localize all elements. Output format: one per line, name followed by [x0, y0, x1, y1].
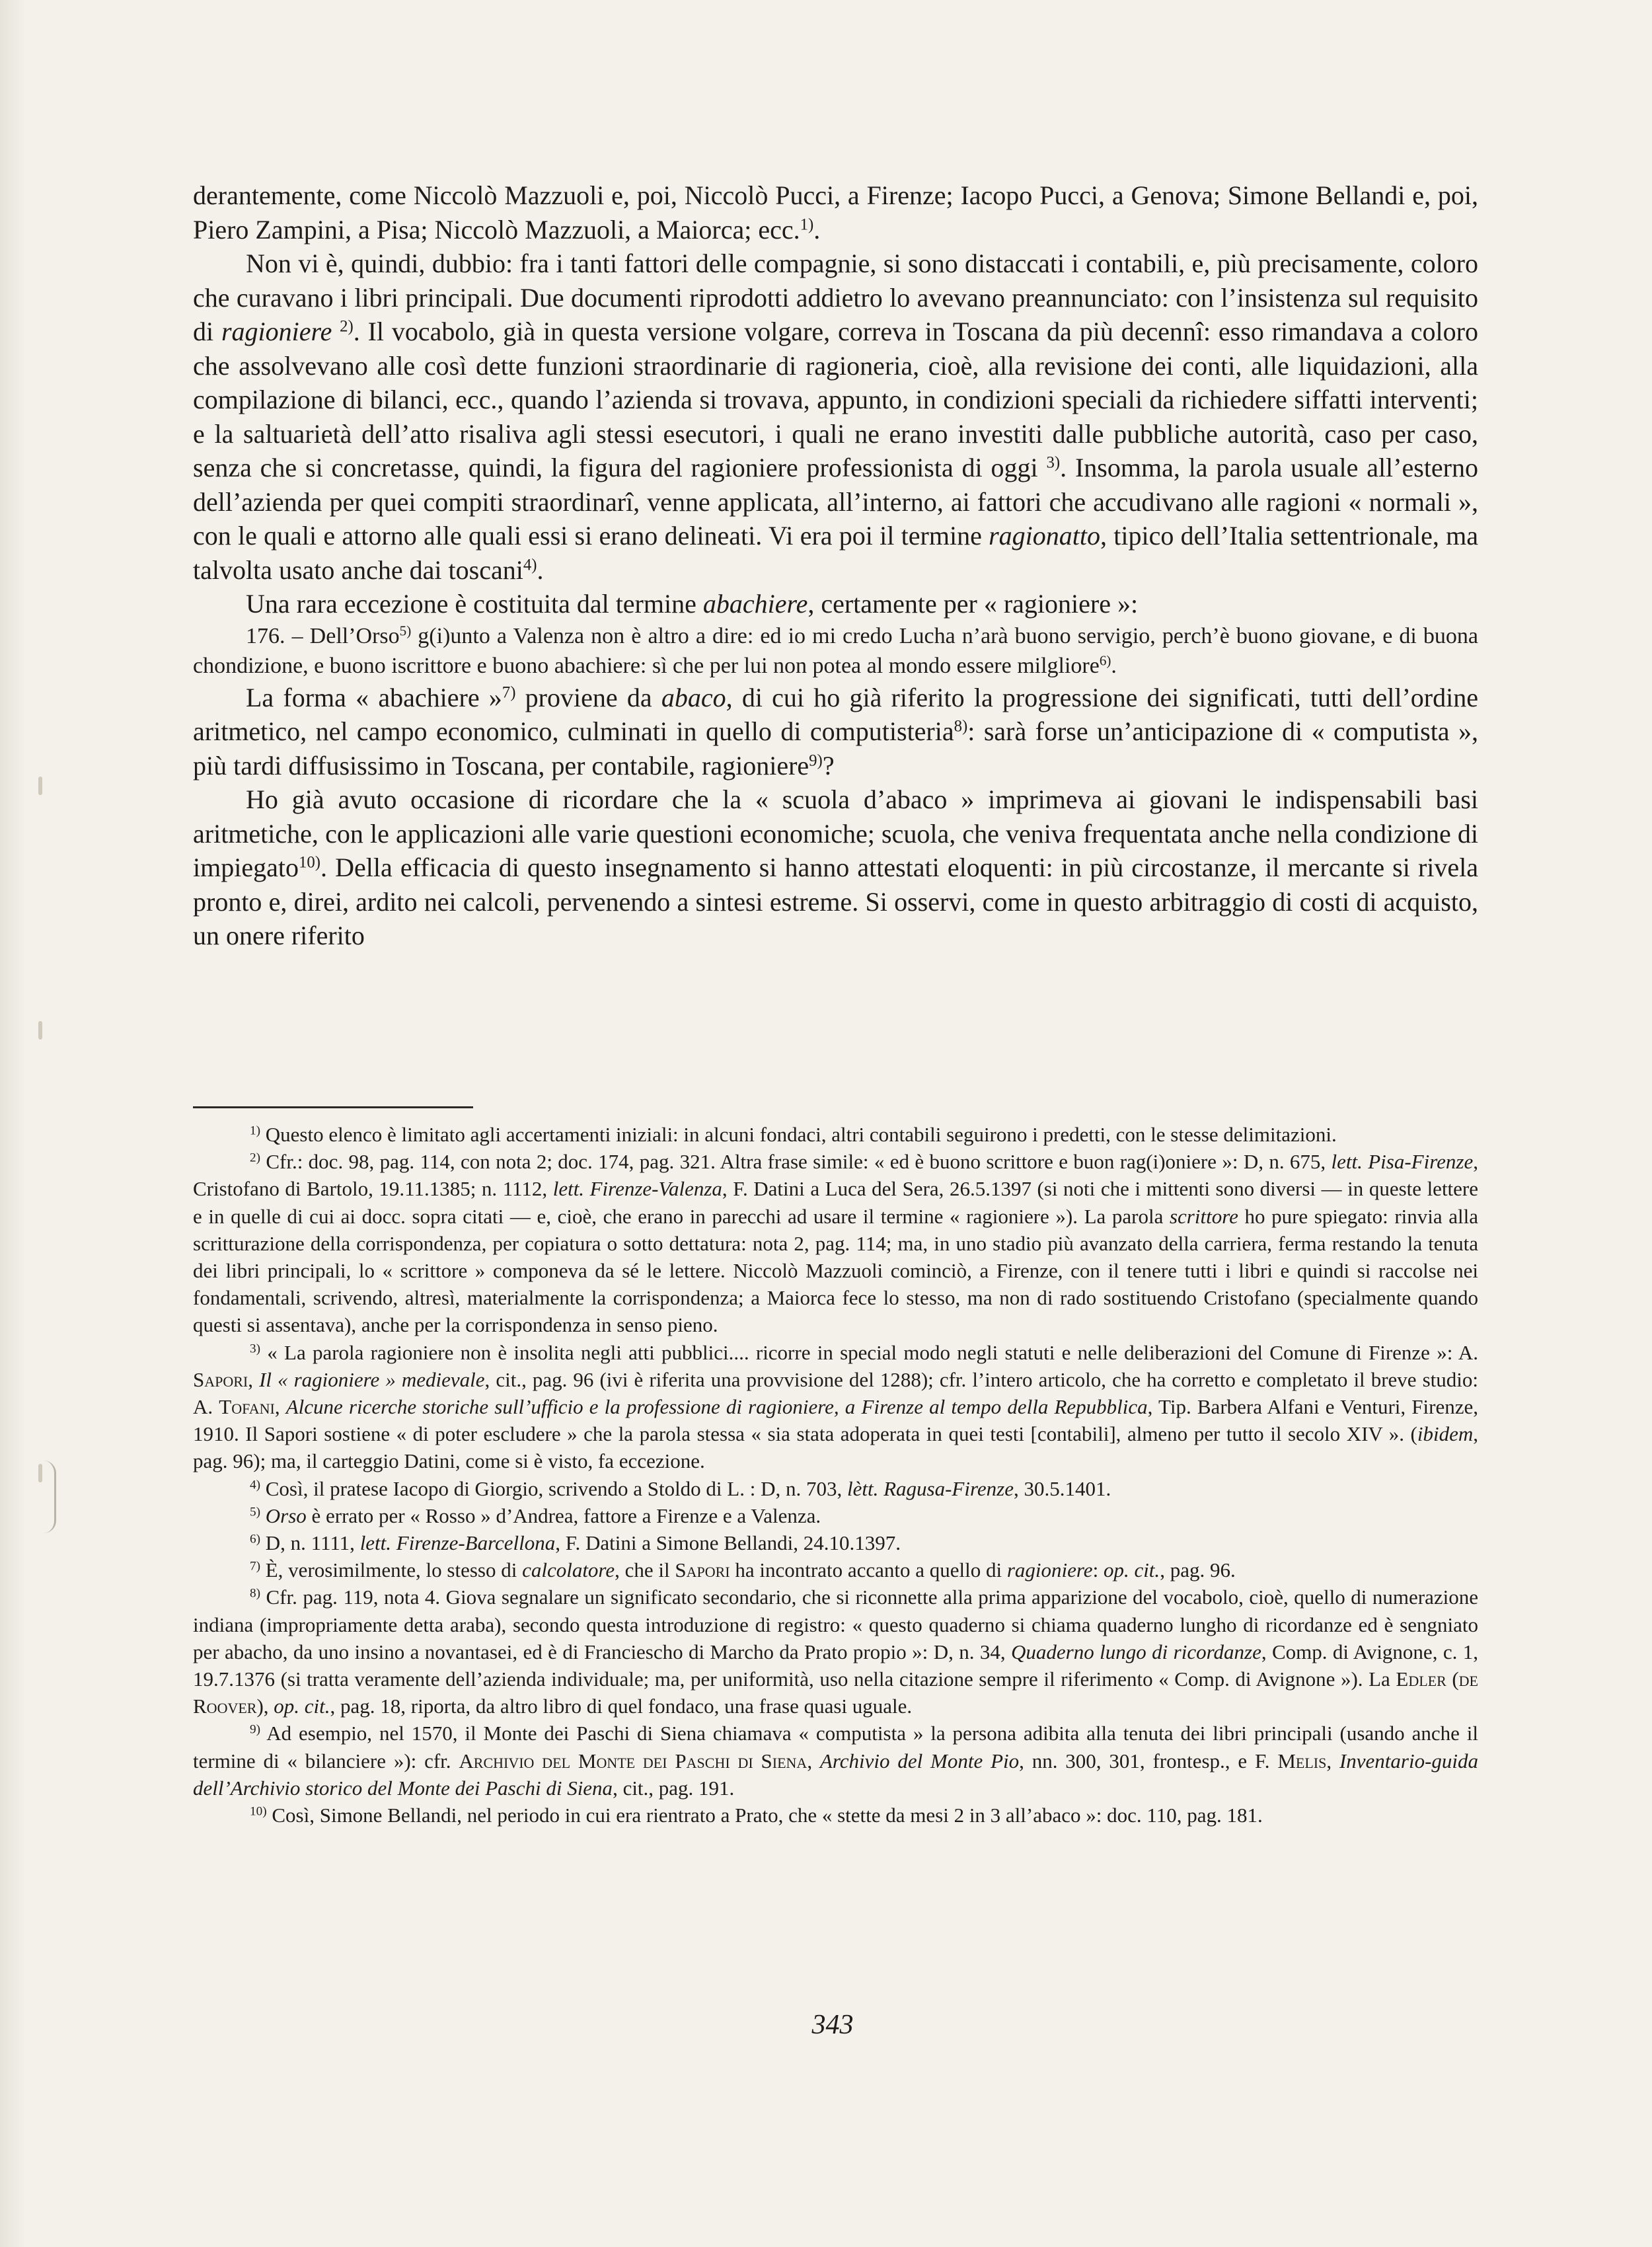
footnote-ref: 3)	[250, 1342, 260, 1356]
page-edge	[0, 0, 26, 2247]
paragraph	[193, 247, 1478, 587]
text-run: Così, il pratese Iacopo di Giorgio, scrivendo a Stoldo di L. : D, n. 703,	[260, 1476, 847, 1500]
text-run: ,	[248, 1367, 260, 1391]
paragraph	[193, 178, 1478, 247]
italic-run: op. cit.	[1103, 1558, 1160, 1582]
footnote-ref: 10)	[298, 853, 321, 872]
text-run: , Comp. di Avignone, c. 1, 19.7.1376 (si tratta veramente dell’azienda individuale; ma, per uniformità, uso nella citazione sempre il riferimento « Comp. di Avignone »). La	[193, 1640, 1478, 1691]
italic-run: op. cit.	[274, 1695, 330, 1718]
paragraph	[193, 681, 1478, 783]
italic-run: lett. Firenze-Barcellona	[359, 1531, 556, 1555]
text-run: , pag. 18, riporta, da altro libro di quel fondaco, una frase quasi uguale.	[330, 1695, 913, 1718]
italic-run: scrittore	[1169, 1204, 1238, 1228]
italic-run: Orso	[265, 1504, 307, 1527]
page-number: 343	[811, 2010, 854, 2040]
author-name: Sapori	[675, 1558, 730, 1582]
italic-run: ragioniere	[221, 317, 332, 346]
text-run: ,	[1326, 1749, 1339, 1772]
text-run: È, verosimilmente, lo stesso di	[260, 1558, 523, 1582]
footnote-5	[193, 1502, 1478, 1529]
text-run: , di cui ho già riferito la progressione dei significati, tutti dell’ordine aritmetico, nel campo economico, culminati in quello di computisteria	[193, 682, 1478, 746]
paragraph	[193, 587, 1478, 621]
italic-run: Il « ragioniere » medievale	[259, 1367, 485, 1391]
footnote-ref: 9)	[250, 1722, 260, 1737]
text-run: Così, Simone Bellandi, nel periodo in cui era rientrato a Prato, che « stette da mesi 2 in 3 all’abaco »: doc. 110, pag. 181.	[266, 1804, 1263, 1827]
footnote-ref: 4)	[250, 1478, 260, 1492]
text-run: ,	[807, 1749, 820, 1772]
text-run: Non vi è, quindi, dubbio: fra i tanti fattori delle compagnie, si sono distaccati i contabili, e, più precisamente, coloro che curavano i libri principali. Due documenti riprodotti addietro lo avevano preannunciato: con l’insistenza sul requisito di	[193, 248, 1478, 346]
footnote-3	[193, 1339, 1478, 1475]
italic-run: abaco	[661, 682, 726, 712]
footnote-ref: 7)	[502, 683, 516, 701]
page-edge-mark	[38, 1021, 42, 1040]
italic-run: lett. Firenze-Valenza	[552, 1177, 722, 1201]
footnote-separator	[193, 1106, 473, 1108]
footnote-ref: 6)	[1099, 652, 1111, 668]
text-run: .	[537, 554, 544, 585]
italic-run: ibidem	[1417, 1422, 1474, 1446]
footnote-4	[193, 1475, 1478, 1502]
text-run: g(i)unto a Valenza non è altro a dire: ed io mi credo Lucha n’arà buono servigio, perch’è buono giovane, e di buona chondizione, e buono iscrittore e buono abachiere: sì che per lui non potea al mondo essere milgliore	[193, 623, 1479, 678]
footnote-6	[193, 1529, 1478, 1556]
footnote-ref: 7)	[250, 1559, 260, 1574]
footnote-10	[193, 1802, 1478, 1829]
text-run: Questo elenco è limitato agli accertamenti iniziali: in alcuni fondaci, altri contabili seguirono i predetti, con le stesse delimitazioni.	[260, 1123, 1337, 1146]
text-run: ,	[263, 1695, 274, 1718]
text-run: La forma « abachiere »	[246, 682, 502, 712]
text-run: , pag. 96.	[1160, 1558, 1236, 1582]
footnote-ref: 6)	[250, 1532, 260, 1546]
footnote-ref: 1)	[250, 1124, 260, 1138]
footnote-ref: 4)	[523, 555, 537, 574]
footnote-ref: 3)	[1046, 453, 1061, 472]
italic-run: lètt. Ragusa-Firenze	[846, 1476, 1014, 1500]
text-run: Cfr. pag. 119, nota 4. Giova segnalare un significato secondario, che si riconnette alla prima apparizione del vocabolo, cioè, quello di numerazione indiana (impropriamente detta araba), secondo questa introduzione di registro: « questo quaderno si chiama quaderno lungho di ricordanze ed è sengniato per abacho, da uno insino a novantasei, ed è di Franciescho di Marcho da Prato propio »: D, n. 34,	[193, 1585, 1478, 1663]
text-run: ha incontrato accanto a quello di	[730, 1558, 1007, 1582]
text-run: .	[1111, 653, 1117, 678]
text-run: Una rara eccezione è costituita dal termine	[246, 589, 703, 619]
text-run: ?	[822, 750, 835, 781]
footnote-ref: 10)	[250, 1804, 267, 1819]
author-name: Tofani	[219, 1395, 275, 1419]
italic-run: Alcune ricerche storiche sull’ufficio e la professione di ragioniere, a Firenze al tempo della Repubblica	[285, 1395, 1148, 1419]
text-run: . Insomma, la parola usuale all’esterno dell’azienda per quei compiti straordinarî, venne applicata, all’interno, ai fattori che accudivano alle ragioni « normali », con le quali e attorno alle quali essi si erano delineati. Vi era poi il termine	[193, 453, 1479, 551]
text-run: , cit., pag. 191.	[613, 1776, 735, 1800]
text-run: , che il	[615, 1558, 675, 1582]
author-name: Melis	[1277, 1749, 1327, 1772]
footnote-ref: 2)	[250, 1151, 260, 1165]
text-run: : sarà forse un’anticipazione di « computista », più tardi diffusissimo in Toscana, per contabile, ragioniere	[193, 716, 1478, 781]
text-run: , pag. 96); ma, il carteggio Datini, come si è visto, fa eccezione.	[193, 1422, 1478, 1473]
text-run: derantemente, come Niccolò Mazzuoli e, poi, Niccolò Pucci, a Firenze; Iacopo Pucci, a Genova; Simone Bellandi e, poi, Piero Zampini, a Pisa; Niccolò Mazzuoli, a Maiorca; ecc.	[193, 180, 1478, 245]
italic-run: ragionatto	[989, 521, 1101, 551]
footnote-7	[193, 1556, 1478, 1583]
text-run: , certamente per « ragioniere »:	[807, 589, 1139, 619]
text-run: , F. Datini a Luca del Sera, 26.5.1397 (si noti che i mittenti sono diversi — in queste lettere e in quelle di cui ai docc. sopra citati — e, cioè, che erano in parecchi ad usare il termine « ragioniere »). La parola	[193, 1177, 1479, 1228]
text-run: , cit., pag. 96 (ivi è riferita una provvisione del 1288); cfr. l’intero articolo, che ha corretto e completato il breve studio: A.	[193, 1367, 1478, 1419]
footnote-9	[193, 1720, 1478, 1802]
text-run: « La parola ragioniere non è insolita negli atti pubblici.... ricorre in special modo negli statuti e nelle deliberazioni del Comune di Firenze »: A.	[260, 1340, 1478, 1364]
footnote-ref: 1)	[800, 215, 814, 233]
italic-run: calcolatore	[522, 1558, 615, 1582]
author-name: Sapori	[193, 1367, 248, 1391]
text-run: , Cristofano di Bartolo, 19.11.1385; n. 1112,	[193, 1150, 1478, 1201]
text-run: . Il vocabolo, già in questa versione volgare, correva in Toscana da più decennî: esso rimandava a coloro che assolvevano alle così dette funzioni straordinarie di ragioneria, cioè, alla revisione dei conti, alle liquidazioni, alla compilazione di bilanci, ecc., quando l’azienda si trovava, appunto, in condizioni speciali da richiedere siffatti interventi; e la saltuarietà dell’atto risaliva agli stessi esecutori, i quali ne erano investiti dalle pubbliche autorità, caso per caso, senza che si concretasse, quindi, la figura del ragioniere professionista di oggi	[193, 317, 1478, 482]
footnote-8	[193, 1583, 1478, 1720]
italic-run: Quaderno lungo di ricordanze	[1011, 1640, 1261, 1663]
text-run: D, n. 1111,	[260, 1531, 360, 1555]
text-run	[260, 1504, 266, 1527]
footnotes	[193, 1121, 1478, 1829]
text-run: :	[1092, 1558, 1104, 1582]
footnote-ref: 5)	[399, 622, 412, 638]
text-run: . Della efficacia di questo insegnamento si hanno attestati eloquenti: in più circostanze, il mercante si rivela pronto e, direi, ardito nei calcoli, pervenendo a sintesi estreme. Si osservi, come in questo arbitraggio di costi di acquisto, un onere riferito	[193, 853, 1478, 950]
italic-run: Inventario-guida dell’Archivio storico del Monte dei Paschi di Siena	[193, 1749, 1479, 1800]
footnote-ref: 8)	[954, 717, 968, 736]
text-run	[332, 317, 340, 346]
italic-run: lett. Pisa-Firenze	[1331, 1150, 1474, 1174]
text-run: , nn. 300, 301, frontesp., e F.	[1019, 1749, 1278, 1772]
page-fold-mark	[44, 1461, 56, 1533]
text-run: , tipico dell’Italia settentrionale, ma talvolta usato anche dai toscani	[193, 521, 1478, 585]
text-run: ,	[274, 1395, 286, 1419]
text-run: proviene da	[515, 682, 661, 712]
text-run: 176. – Dell’Orso	[246, 623, 400, 648]
author-name: Edler (de Roover)	[193, 1667, 1478, 1718]
block-quote	[193, 621, 1478, 681]
italic-run: abachiere	[702, 589, 808, 619]
footnote-ref: 2)	[340, 317, 354, 336]
italic-run: Archivio del Monte Pio	[819, 1749, 1020, 1772]
text-run: .	[813, 214, 821, 245]
author-name: Archivio del Monte dei Paschi di Siena	[459, 1749, 807, 1772]
text-run: , 30.5.1401.	[1013, 1476, 1111, 1500]
footnote-ref: 9)	[809, 751, 823, 769]
text-run: Ho già avuto occasione di ricordare che la « scuola d’abaco » imprimeva ai giovani le indispensabili basi aritmetiche, con le applicazioni alle varie questioni economiche; scuola, che veniva frequentata anche nella condizione di impiegato	[193, 784, 1478, 882]
footnote-2	[193, 1148, 1478, 1338]
text-run: Cfr.: doc. 98, pag. 114, con nota 2; doc. 174, pag. 321. Altra frase simile: « ed è buono scrittore e buon rag(i)oniere »: D, n. 675,	[260, 1150, 1332, 1174]
paragraph	[193, 782, 1478, 953]
footnote-ref: 8)	[250, 1586, 260, 1601]
body-text	[193, 178, 1478, 953]
footnote-1	[193, 1121, 1478, 1148]
text-run: , Tip. Barbera Alfani e Venturi, Firenze, 1910. Il Sapori sostiene « di poter escludere » che la parola stessa « sia stata adoperata in quei testi [contabili], almeno per tutto il secolo XIV ». (	[193, 1395, 1479, 1446]
text-run: è errato per « Rosso » d’Andrea, fattore a Firenze e a Valenza.	[306, 1504, 821, 1527]
text-run: ho pure spiegato: rinvia alla scritturazione della corrispondenza, per copiatura o sotto dettatura: nota 2, pag. 114; ma, in uno stadio più avanzato della carriera, ferma restando la tenuta dei libri principali, lo « scrittore » componeva da sé le lettere. Niccolò Mazzuoli cominciò, a Firenze, con il tenere tutti i libri e quindi si raccolse nei fondamentali, scrivendo, altresì, materialmente la corrispondenza; a Maiorca fece lo stesso, ma non di rado sostituendo Cristofano (specialmente quando questi si assentava), anche per la corrispondenza in senso pieno.	[193, 1204, 1478, 1337]
page-edge-mark	[38, 777, 42, 795]
text-run: Ad esempio, nel 1570, il Monte dei Paschi di Siena chiamava « computista » la persona adibita alla tenuta dei libri principali (usando anche il termine di « bilanciere »): cfr.	[193, 1722, 1478, 1772]
footnote-ref: 5)	[250, 1505, 260, 1519]
page-edge-mark	[38, 1464, 42, 1482]
text-run: , F. Datini a Simone Bellandi, 24.10.1397.	[555, 1531, 901, 1555]
italic-run: ragioniere	[1006, 1558, 1093, 1582]
